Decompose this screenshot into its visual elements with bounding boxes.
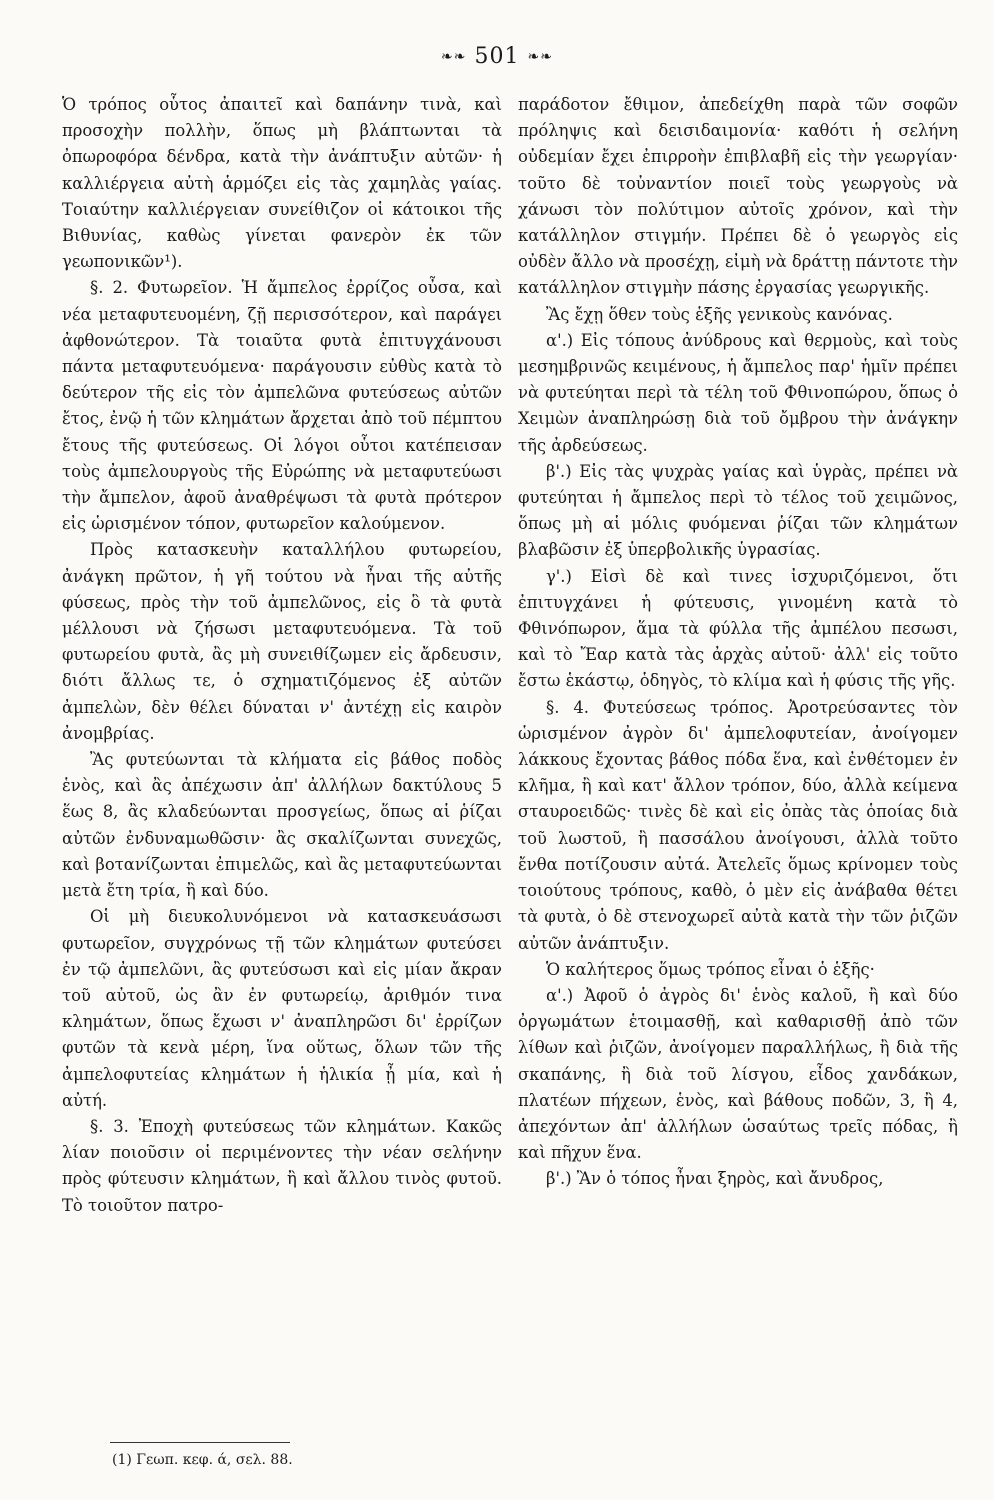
ornament-right-icon: ❧❧ xyxy=(527,49,553,65)
rule-alpha: α'.) Εἰς τόπους ἀνύδρους καὶ θερμοὺς, καὶ τοὺς μεσημβρινῶς κειμένους, ἡ ἄμπελος παρ' ἡμῖν πρέπει νὰ φυτεύηται περὶ τὰ τέλη τοῦ Φθινοπώρου, ὅπως ὁ Χειμὼν ἀναπληρώσῃ διὰ τοῦ ὄμβρου τὴν ἀνάγκην τῆς ἀρδεύσεως. xyxy=(518,330,958,455)
paragraph-text: Φυτωρεῖον. Ἡ ἄμπελος ἐρρίζος οὖσα, καὶ νέα μεταφυτευομένη, ζῇ περισσότερον, καὶ παράγει ἀφθονώτερον. Τὰ τοιαῦτα φυτὰ ἐπιτυγχάνουσι πάντα μεταφυτευόμενα· παράγουσιν εὐθὺς κατὰ τὸ δεύτερον τῆς εἰς τὸν ἀμπελῶνα φυτεύσεως αὐτῶν ἔτος, ἐνῷ ἡ τῶν κλημάτων ἄρχεται ἀπὸ τοῦ πέμπτου ἔτους τῆς φυτεύσεως. Οἱ λόγοι οὗτοι κατέπεισαν τοὺς ἀμπελουργοὺς τῆς Εὐρώπης νὰ μεταφυτεύωσι τὴν ἄμπελον, ἀφοῦ ἀναθρέψωσι τὰ φυτὰ πρότερον εἰς ὡρισμένον τόπον, φυτωρεῖον καλούμενον. xyxy=(62,278,502,534)
footnote: (1) Γεωπ. κεφ. ά, σελ. 88. xyxy=(112,1452,293,1468)
rule-gamma: γ'.) Εἰσὶ δὲ καὶ τινες ἰσχυριζόμενοι, ὅτι ἐπιτυγχάνει ἡ φύτευσις, γινομένη κατὰ τὸ Φθινόπωρον, ἅμα τὰ φύλλα τῆς ἀμπέλου πεσωσι, καὶ τὸ Ἔαρ κατὰ τὰς ἀρχὰς αὐτοῦ· ἀλλ' εἰς τοῦτο ἔστω ἑκάστῳ, ὁδηγὸς, τὸ κλίμα καὶ ἡ φύσις τῆς γῆς. xyxy=(518,566,958,691)
ornament-left-icon: ❧❧ xyxy=(441,49,467,65)
method-alpha: α'.) Ἀφοῦ ὁ ἀγρὸς δι' ἑνὸς καλοῦ, ἢ καὶ δύο ὀργωμάτων ἑτοιμασθῇ, καὶ καθαρισθῇ ἀπὸ τῶν λίθων καὶ ῥιζῶν, ἀνοίγομεν παραλλήλως, ἢ διὰ τῆς σκαπάνης, ἢ διὰ τοῦ λίσγου, εἶδος χανδάκων, πλατέων πήχεων, ἑνὸς, καὶ βάθους ποδῶν, 3, ἢ 4, ἀπεχόντων ἀπ' ἀλλήλων ὡσαύτως τρεῖς πόδας, ἢ καὶ πῆχυν ἕνα. xyxy=(518,985,958,1163)
paragraph: Ὁ καλήτερος ὅμως τρόπος εἶναι ὁ ἑξῆς· xyxy=(546,959,875,979)
paragraph: Ὁ τρόπος οὗτος ἀπαιτεῖ καὶ δαπάνην τινὰ, καὶ προσοχὴν πολλὴν, ὅπως μὴ βλάπτωνται τὰ ὀπωροφόρα δένδρα, κατὰ τὴν ἀνάπτυξιν αὐτῶν· ἡ καλλιέργεια αὐτὴ ἁρμόζει εἰς τὰς χαμηλὰς γαίας. Τοιαύτην καλλιέργειαν συνείθιζον οἱ κάτοικοι τῆς Βιθυνίας, καθὼς γίνεται φανερὸν ἐκ τῶν γεωπονικῶν¹). xyxy=(62,95,502,272)
section-label: §. 4. xyxy=(546,697,590,717)
page-number: 501 xyxy=(474,44,520,69)
right-column xyxy=(518,92,958,1193)
section-4-paragraph xyxy=(518,695,958,957)
paragraph: Ἂς φυτεύωνται τὰ κλήματα εἰς βάθος ποδὸς ἑνὸς, καὶ ἂς ἀπέχωσιν ἀπ' ἀλλήλων δακτύλους 5 ἕως 8, ἂς κλαδεύωνται προσγείως, ὅπως αἱ ῥίζαι αὐτῶν ἐνδυναμωθῶσιν· ἂς σκαλίζωνται συνεχῶς, καὶ βοτανίζωνται ἐπιμελῶς, καὶ ἂς μεταφυτεύωνται μετὰ ἔτη τρία, ἢ καὶ δύο. xyxy=(62,750,502,901)
paragraph: Οἱ μὴ διευκολυνόμενοι νὰ κατασκευάσωσι φυτωρεῖον, συγχρόνως τῇ τῶν κλημάτων φυτεύσει ἐν τῷ ἀμπελῶνι, ἂς φυτεύσωσι καὶ εἰς μίαν ἄκραν τοῦ αὐτοῦ, ὡς ἂν ἐν φυτωρείῳ, ἀριθμόν τινα κλημάτων, ὅπως ἔχωσι ν' ἀναπληρῶσι δι' ἐρρίζων φυτῶν τὰ κενὰ μέρη, ἵνα οὕτως, ὅλων τῶν τῆς ἀμπελοφυτείας κλημάτων ἡ ἡλικία ᾖ μία, καὶ ἡ αὐτή. xyxy=(62,907,502,1110)
section-label: §. 2. xyxy=(90,278,129,298)
section-2-paragraph xyxy=(62,275,502,537)
page-header xyxy=(0,44,994,69)
paragraph: παράδοτον ἔθιμον, ἀπεδείχθη παρὰ τῶν σοφῶν πρόληψις καὶ δεισιδαιμονία· καθότι ἡ σελήνη οὐδεμίαν ἔχει ἐπιρροὴν ἐπιβλαβῆ εἰς τὴν γεωργίαν· τοῦτο δὲ τοὐναντίον ποιεῖ τοὺς γεωργοὺς νὰ χάνωσι τὸν πολύτιμον αὐτοῖς χρόνον, καὶ τὴν κατάλληλον στιγμήν. Πρέπει δὲ ὁ γεωργὸς εἰς οὐδὲν ἄλλο νὰ προσέχῃ, εἰμὴ νὰ δράττῃ πάντοτε τὴν κατάλληλον στιγμὴν πάσης ἐργασίας γεωργικῆς. xyxy=(518,95,958,298)
section-3-paragraph xyxy=(62,1114,502,1219)
left-column xyxy=(62,92,502,1219)
paragraph-text: Ἐποχὴ φυτεύσεως τῶν κλημάτων. Κακῶς λίαν ποιοῦσιν οἱ περιμένοντες τὴν νέαν σελήνην πρὸς φύτευσιν κλημάτων, ἢ καὶ ἄλλου τινὸς φυτοῦ. Τὸ τοιοῦτον πατρο- xyxy=(62,1116,503,1215)
rule-beta: β'.) Εἰς τὰς ψυχρὰς γαίας καὶ ὑγρὰς, πρέπει νὰ φυτεύηται ἡ ἄμπελος περὶ τὸ τέλος τοῦ χειμῶνος, ὅπως μὴ αἱ μόλις φυόμεναι ῥίζαι τῶν κλημάτων βλαβῶσιν ἐξ ὑπερβολικῆς ὑγρασίας. xyxy=(518,461,958,560)
method-beta: β'.) Ἂν ὁ τόπος ἦναι ξηρὸς, καὶ ἄνυδρος, xyxy=(546,1169,884,1189)
paragraph-text: Φυτεύσεως τρόπος. Ἀροτρεύσαντες τὸν ὡρισμένον ἀγρὸν δι' ἀμπελοφυτείαν, ἀνοίγομεν λάκκους ἔχοντας βάθος πόδα ἕνα, καὶ ἐνθέτομεν ἐν κλῆμα, ἢ καὶ κατ' ἄλλον τρόπον, δύο, ἀλλὰ κείμενα σταυροειδῶς· τινὲς δὲ καὶ εἰς ὀπὰς τὰς ὁποίας διὰ τοῦ λωστοῦ, ἢ πασσάλου ἀνοίγουσι, ἀλλὰ τοῦτο ἔνθα ποτίζουσιν αὐτά. Ἀτελεῖς ὅμως κρίνομεν τοὺς τοιούτους τρόπους, καθὸ, ὁ μὲν εἰς ἀνάβαθα θέτει τὰ φυτὰ, ὁ δὲ στενοχωρεῖ αὐτὰ κατὰ τὴν τῶν ῥιζῶν αὐτῶν ἀνάπτυξιν. xyxy=(518,697,958,953)
section-label: §. 3. xyxy=(90,1116,129,1136)
paragraph: Πρὸς κατασκευὴν καταλλήλου φυτωρείου, ἀνάγκη πρῶτον, ἡ γῆ τούτου νὰ ἦναι τῆς αὐτῆς φύσεως, πρὸς τὴν τοῦ ἀμπελῶνος, εἰς ὃ τὰ φυτὰ μέλλουσι νὰ ζήσωσι μεταφυτευόμενα. Τὰ τοῦ φυτωρείου φυτὰ, ἂς μὴ συνειθίζωμεν εἰς ἄρδευσιν, διότι ἄλλως τε, ὁ σχηματιζόμενος ἐξ αὐτῶν ἀμπελὼν, δὲν θέλει δύναται ν' ἀντέχῃ εἰς καιρὸν ἀνομβρίας. xyxy=(62,540,502,743)
paragraph: Ἂς ἔχῃ ὅθεν τοὺς ἑξῆς γενικοὺς κανόνας. xyxy=(546,304,893,324)
footnote-rule xyxy=(110,1442,290,1443)
